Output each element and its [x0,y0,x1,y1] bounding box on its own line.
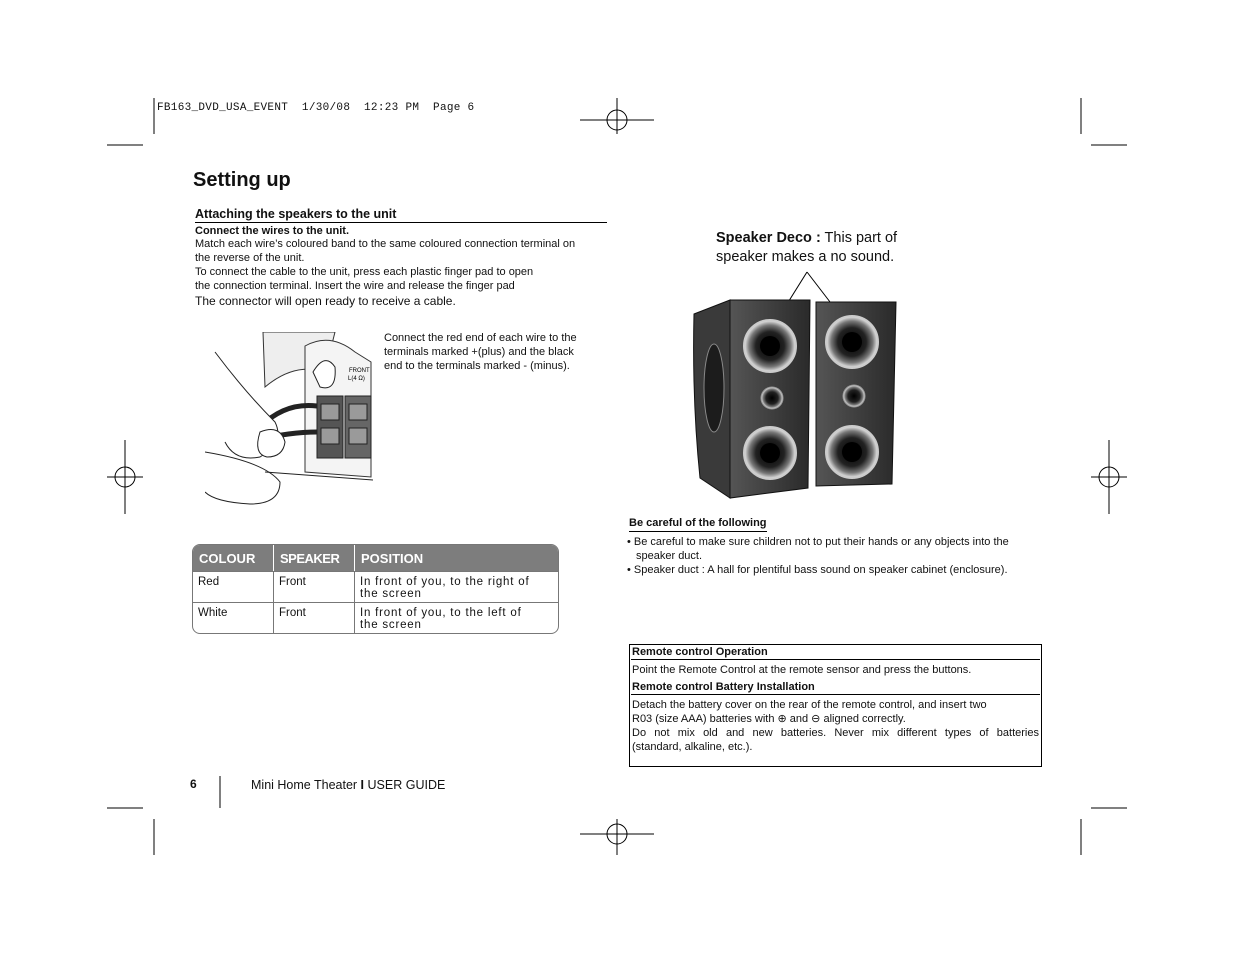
colour-cell: White [193,602,274,633]
table-header-row [193,545,558,571]
caption-line: terminals marked +(plus) and the black [384,346,574,358]
bullet-line: • Be careful to make sure children not to put their hands or any objects into the [627,536,1009,548]
speaker-deco-text: speaker makes a no sound. [716,249,895,265]
position-line: the screen [360,588,422,600]
position-line: In front of you, to the left of [360,607,522,619]
terminal-label-impedance: L(4 Ω) [348,376,365,382]
attaching-line: the reverse of the unit. [195,252,305,264]
bullet-line: speaker duct. [636,550,703,562]
caption-line: end to the terminals marked - (minus). [384,360,570,372]
position-line: the screen [360,619,422,631]
remote-operation-text: Point the Remote Control at the remote sensor and press the buttons. [632,664,972,676]
table-row [193,571,558,602]
careful-heading: Be careful of the following [629,517,767,532]
remote-battery-line: Detach the battery cover on the rear of the remote control, and insert two [632,699,987,711]
colour-cell: Red [193,571,274,602]
footer-separator: I [360,778,365,792]
column-header-colour: COLOUR [193,545,274,571]
speaker-wire-connection-illustration [205,332,373,508]
remote-operation-heading: Remote control Operation [631,645,1040,660]
remote-battery-line: (standard, alkaline, etc.). [632,741,753,753]
bullet-line: • Speaker duct : A hall for plentiful bass sound on speaker cabinet (enclosure). [627,564,1008,576]
connect-subheading: Connect the wires to the unit. [195,225,350,237]
terminal-label-front: FRONT [349,368,370,374]
remote-battery-line: R03 (size AAA) batteries with ⊕ and ⊖ aligned correctly. [632,713,906,725]
print-slug: FB163_DVD_USA_EVENT 1/30/08 12:23 PM Page 6 [157,102,475,114]
speaker-deco-note [716,229,897,267]
page-title: Setting up [193,169,291,191]
footer-label [251,778,445,792]
wire-caption [384,331,577,373]
remote-control-box [629,644,1042,767]
footer-product: Mini Home Theater [251,778,358,792]
column-header-speaker: SPEAKER [274,545,355,571]
speaker-cell: Front [274,602,355,633]
list-item [627,563,1042,577]
speaker-cell: Front [274,571,355,602]
caption-line: Connect the red end of each wire to the [384,332,577,344]
speaker-deco-text: This part of [820,230,898,246]
attaching-heading: Attaching the speakers to the unit [195,207,607,223]
table-row [193,602,558,633]
page-number: 6 [190,777,197,791]
attaching-line: The connector will open ready to receive a cable. [195,294,456,308]
careful-bullets [627,535,1042,577]
attaching-section [195,207,607,308]
position-cell [355,602,558,633]
attaching-line: Match each wire’s coloured band to the same coloured connection terminal on [195,238,576,250]
position-cell [355,571,558,602]
careful-section [629,513,767,531]
speaker-deco-label: Speaker Deco : [716,230,821,246]
position-line: In front of you, to the right of [360,576,530,588]
remote-battery-line: Do not mix old and new batteries. Never mix different types of batteries [632,727,1039,739]
speakers-illustration [690,270,902,502]
remote-battery-heading: Remote control Battery Installation [631,680,1040,695]
attaching-line: the connection terminal. Insert the wire and release the finger pad [195,280,515,292]
footer-guide: USER GUIDE [367,778,446,792]
attaching-line: To connect the cable to the unit, press each plastic finger pad to open [195,266,534,278]
list-item [627,535,1042,563]
speaker-position-table [192,544,559,634]
column-header-position: POSITION [355,545,558,571]
